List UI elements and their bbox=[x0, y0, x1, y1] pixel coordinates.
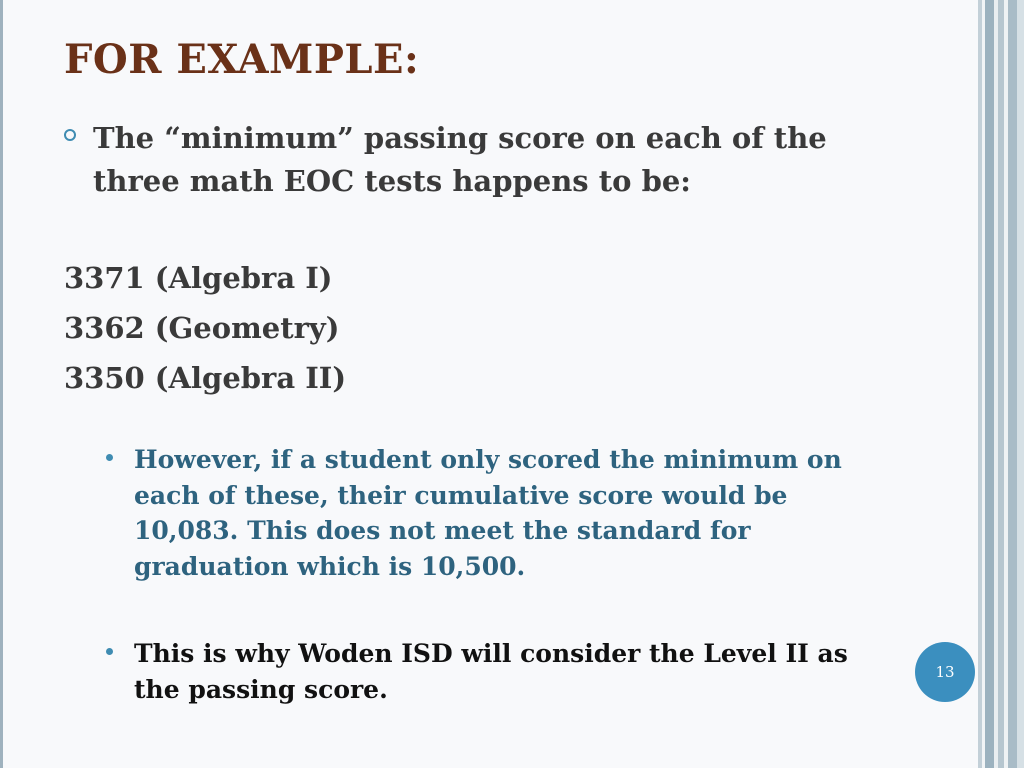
dot-bullet-icon bbox=[106, 648, 113, 655]
decorative-stripe bbox=[985, 0, 994, 768]
bullet-minimum-passing-score bbox=[64, 117, 844, 203]
bullet-text: The “minimum” passing score on each of the three math EOC tests happens to be: bbox=[93, 121, 827, 198]
dot-bullet-icon bbox=[106, 454, 113, 461]
score-algebra-2: 3350 (Algebra II) bbox=[64, 361, 347, 395]
left-border bbox=[0, 0, 3, 768]
score-algebra-1: 3371 (Algebra I) bbox=[64, 261, 333, 295]
sub-bullet-level-two bbox=[106, 636, 886, 707]
decorative-stripe bbox=[1008, 0, 1017, 768]
sub-bullet-text: This is why Woden ISD will consider the Level II as the passing score. bbox=[134, 639, 848, 704]
page-number-badge: 13 bbox=[915, 642, 975, 702]
sub-bullet-text: However, if a student only scored the minimum on each of these, their cumulative score would be 10,083. This does not meet the standard for graduation which is 10,500. bbox=[134, 445, 842, 581]
sub-bullet-cumulative-score bbox=[106, 442, 886, 584]
ring-bullet-icon bbox=[64, 129, 76, 141]
score-geometry: 3362 (Geometry) bbox=[64, 311, 340, 345]
slide-title: FOR EXAMPLE: bbox=[64, 36, 420, 83]
decorative-stripe bbox=[1017, 0, 1024, 768]
